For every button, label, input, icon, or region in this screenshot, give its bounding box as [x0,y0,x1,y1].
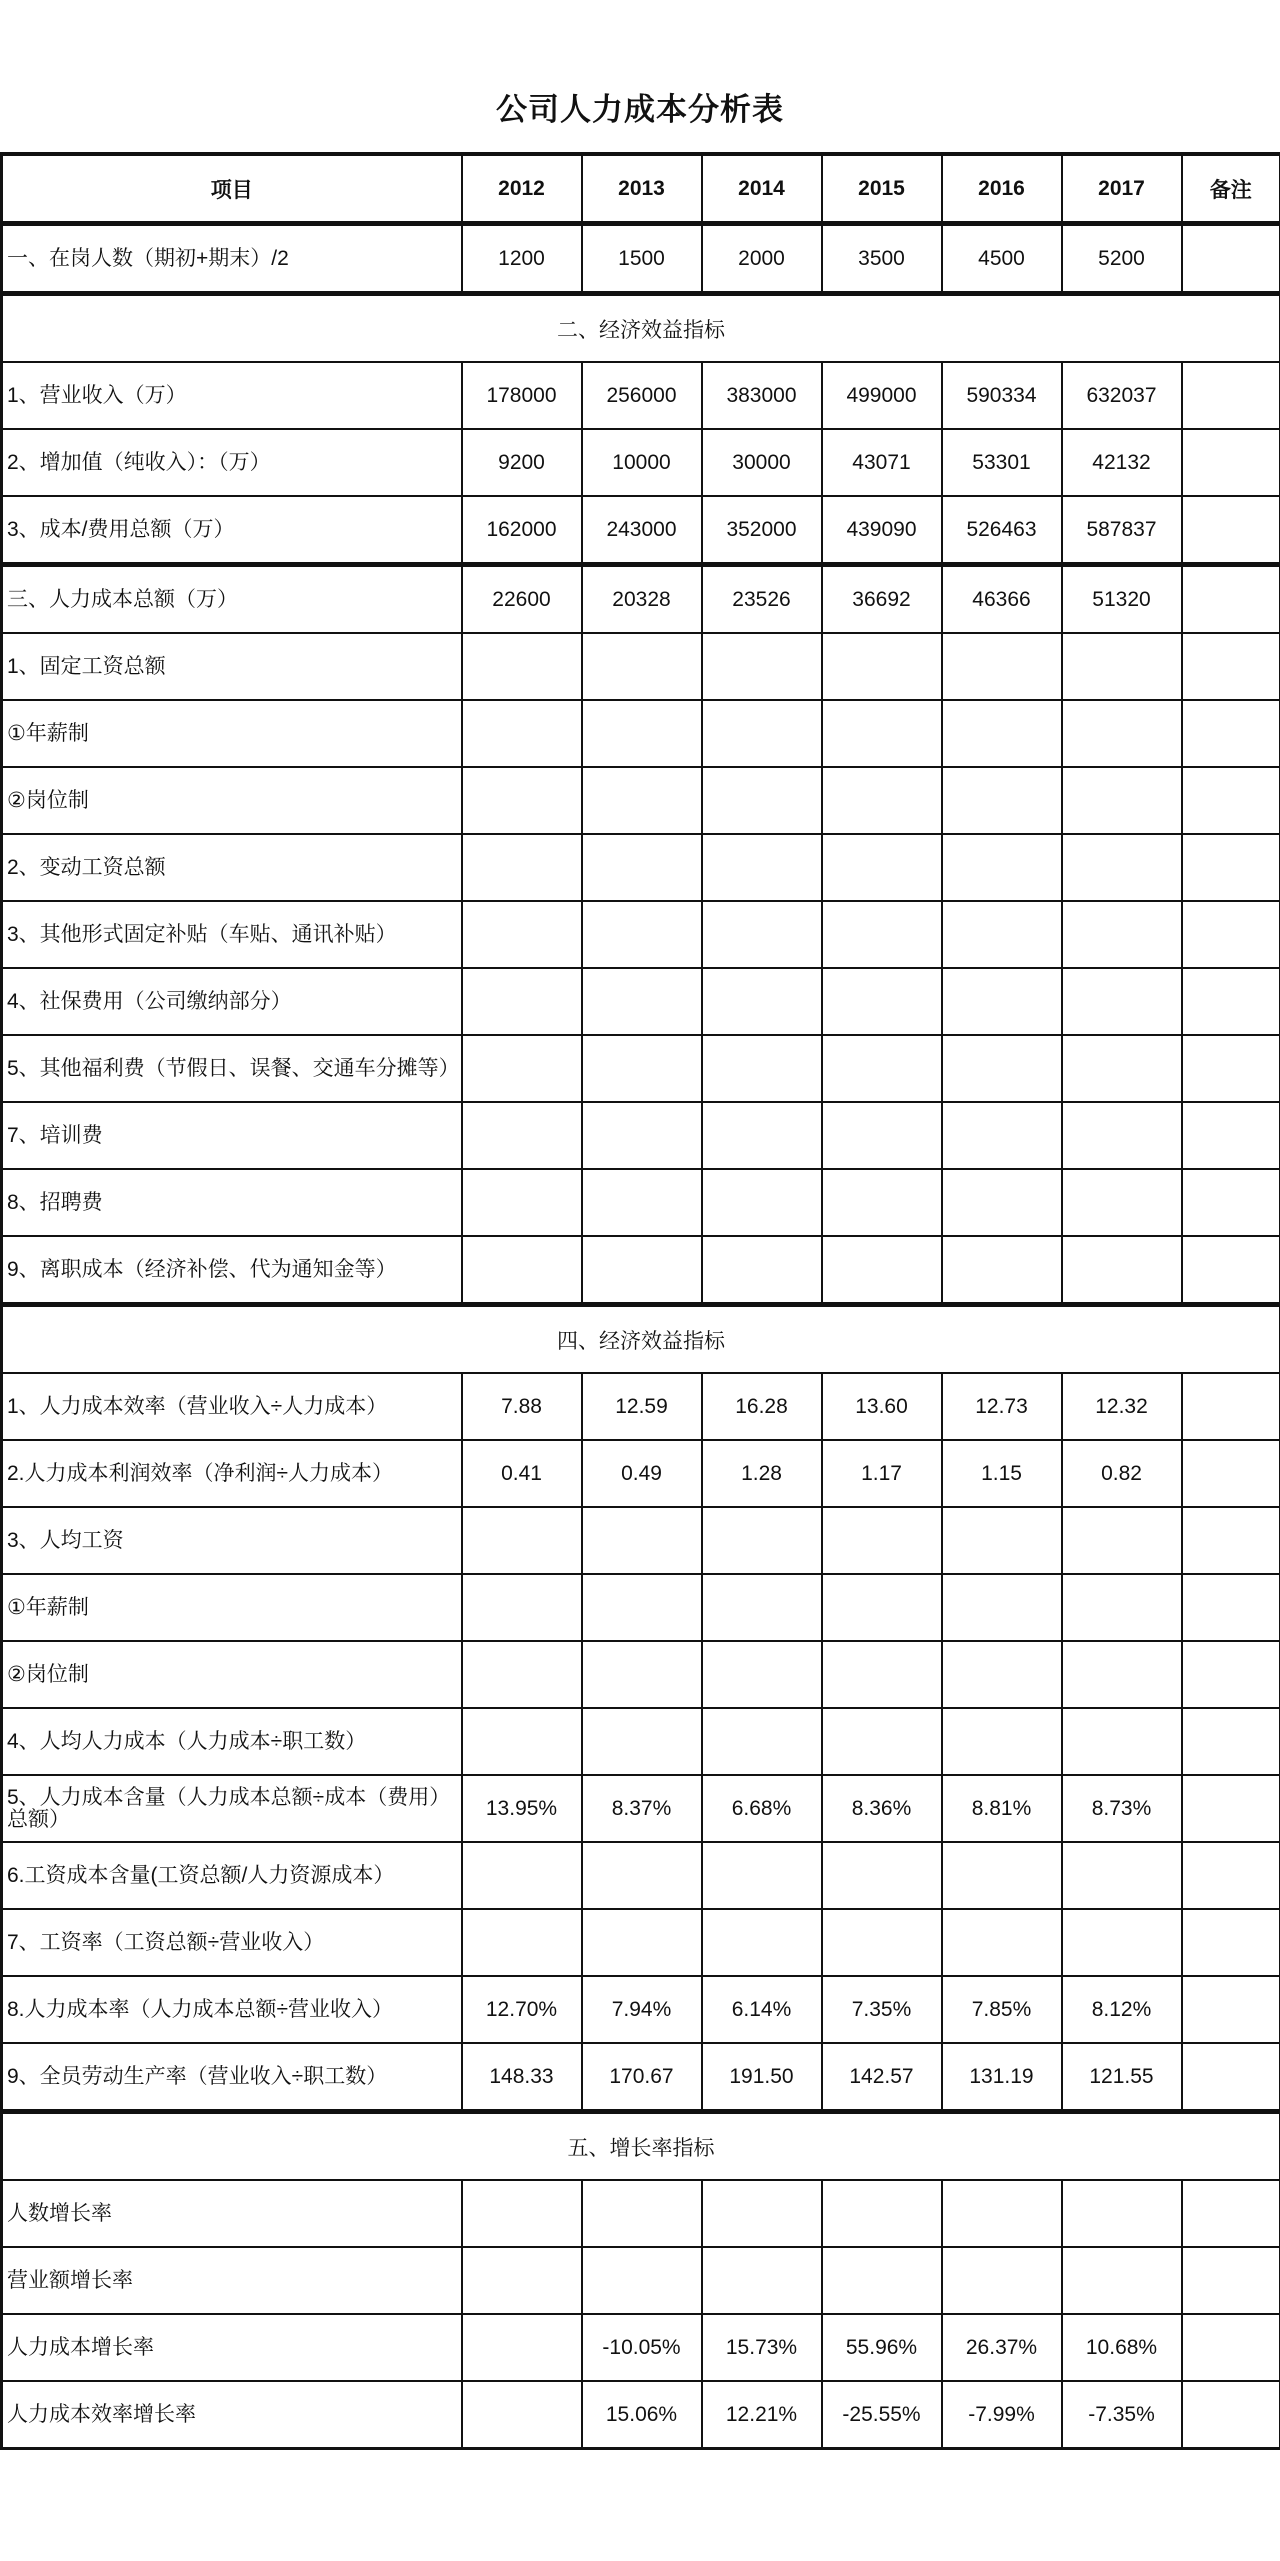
row-label-cell[interactable]: 4、社保费用（公司缴纳部分） [2,968,462,1035]
note-cell[interactable] [1182,1708,1280,1775]
header-year-2016[interactable]: 2016 [942,154,1062,224]
value-cell-2015[interactable] [822,1842,942,1909]
row-label-cell[interactable]: 营业额增长率 [2,2247,462,2314]
value-cell-2012[interactable] [462,2180,582,2247]
value-cell-2012[interactable] [462,834,582,901]
note-cell[interactable] [1182,429,1280,496]
value-cell-2015[interactable] [822,834,942,901]
value-cell-2014[interactable] [702,1641,822,1708]
value-cell-2012[interactable]: 7.88 [462,1373,582,1440]
table-row [2,633,1280,700]
value-cell-2013[interactable]: 256000 [582,362,702,429]
value-cell-2016[interactable] [942,901,1062,968]
table-row [2,496,1280,565]
row-label-cell[interactable]: 8、招聘费 [2,1169,462,1236]
value-cell-2013[interactable] [582,2180,702,2247]
note-cell[interactable] [1182,834,1280,901]
value-cell-2013[interactable] [582,968,702,1035]
value-cell-2017[interactable]: 5200 [1062,224,1182,294]
header-note[interactable]: 备注 [1182,154,1280,224]
note-cell[interactable] [1182,767,1280,834]
value-cell-2014[interactable] [702,1842,822,1909]
header-year-2017[interactable]: 2017 [1062,154,1182,224]
value-cell-2015[interactable] [822,1641,942,1708]
section-heading-row [2,294,1280,363]
section-heading-row [2,1305,1280,1374]
value-cell-2014[interactable] [702,2247,822,2314]
table-row [2,968,1280,1035]
value-cell-2014[interactable] [702,968,822,1035]
value-cell-2015[interactable] [822,1035,942,1102]
value-cell-2016[interactable] [942,1236,1062,1305]
note-cell[interactable] [1182,2314,1280,2381]
value-cell-2016[interactable] [942,1035,1062,1102]
value-cell-2016[interactable] [942,700,1062,767]
value-cell-2016[interactable] [942,1641,1062,1708]
header-row [2,154,1280,224]
row-label-cell[interactable]: 三、人力成本总额（万） [2,565,462,634]
value-cell-2017[interactable]: 12.32 [1062,1373,1182,1440]
value-cell-2012[interactable] [462,1574,582,1641]
value-cell-2013[interactable] [582,1842,702,1909]
note-cell[interactable] [1182,2180,1280,2247]
value-cell-2014[interactable] [702,1035,822,1102]
row-label-cell[interactable]: 2.人力成本利润效率（净利润÷人力成本） [2,1440,462,1507]
value-cell-2015[interactable]: 8.36% [822,1775,942,1842]
value-cell-2013[interactable]: 170.67 [582,2043,702,2112]
table-row [2,1035,1280,1102]
table-row [2,1102,1280,1169]
value-cell-2017[interactable]: 8.73% [1062,1775,1182,1842]
value-cell-2014[interactable] [702,2180,822,2247]
value-cell-2016[interactable] [942,2247,1062,2314]
note-cell[interactable] [1182,1440,1280,1507]
value-cell-2017[interactable] [1062,1102,1182,1169]
header-year-2012[interactable]: 2012 [462,154,582,224]
value-cell-2016[interactable]: 8.81% [942,1775,1062,1842]
value-cell-2015[interactable]: 142.57 [822,2043,942,2112]
row-label-cell[interactable]: 7、工资率（工资总额÷营业收入） [2,1909,462,1976]
value-cell-2016[interactable]: 26.37% [942,2314,1062,2381]
cost-analysis-table [0,152,1280,2450]
row-label-cell[interactable]: ②岗位制 [2,1641,462,1708]
note-cell[interactable] [1182,1102,1280,1169]
note-cell[interactable] [1182,362,1280,429]
value-cell-2016[interactable]: 1.15 [942,1440,1062,1507]
value-cell-2013[interactable]: 0.49 [582,1440,702,1507]
table-row [2,2180,1280,2247]
value-cell-2012[interactable] [462,968,582,1035]
value-cell-2012[interactable] [462,2247,582,2314]
value-cell-2015[interactable] [822,633,942,700]
value-cell-2017[interactable]: 10.68% [1062,2314,1182,2381]
value-cell-2017[interactable]: 0.82 [1062,1440,1182,1507]
note-cell[interactable] [1182,1236,1280,1305]
value-cell-2016[interactable] [942,1507,1062,1574]
row-label-cell[interactable]: 9、全员劳动生产率（营业收入÷职工数） [2,2043,462,2112]
row-label-cell[interactable]: 6.工资成本含量(工资总额/人力资源成本） [2,1842,462,1909]
value-cell-2013[interactable]: 12.59 [582,1373,702,1440]
note-cell[interactable] [1182,968,1280,1035]
value-cell-2012[interactable] [462,1035,582,1102]
value-cell-2017[interactable] [1062,1507,1182,1574]
value-cell-2016[interactable] [942,2180,1062,2247]
value-cell-2014[interactable]: 352000 [702,496,822,565]
value-cell-2012[interactable]: 0.41 [462,1440,582,1507]
value-cell-2016[interactable] [942,1842,1062,1909]
table-row [2,429,1280,496]
value-cell-2016[interactable] [942,1102,1062,1169]
value-cell-2016[interactable] [942,1574,1062,1641]
table-row [2,1909,1280,1976]
value-cell-2015[interactable] [822,1169,942,1236]
value-cell-2017[interactable] [1062,1169,1182,1236]
value-cell-2015[interactable]: 499000 [822,362,942,429]
value-cell-2014[interactable] [702,1102,822,1169]
value-cell-2016[interactable]: -7.99% [942,2381,1062,2449]
row-label-cell[interactable]: 8.人力成本率（人力成本总额÷营业收入） [2,1976,462,2043]
header-year-2015[interactable]: 2015 [822,154,942,224]
row-label-cell[interactable]: 人力成本增长率 [2,2314,462,2381]
value-cell-2012[interactable] [462,1236,582,1305]
value-cell-2012[interactable] [462,1507,582,1574]
row-label-cell[interactable]: ①年薪制 [2,1574,462,1641]
value-cell-2017[interactable] [1062,1641,1182,1708]
value-cell-2012[interactable] [462,767,582,834]
value-cell-2017[interactable] [1062,700,1182,767]
document-title: 公司人力成本分析表 [496,92,784,127]
table-row [2,1708,1280,1775]
note-cell[interactable] [1182,1641,1280,1708]
table-row [2,1373,1280,1440]
value-cell-2016[interactable]: 12.73 [942,1373,1062,1440]
value-cell-2012[interactable]: 22600 [462,565,582,634]
row-label-cell[interactable]: 7、培训费 [2,1102,462,1169]
value-cell-2015[interactable] [822,1708,942,1775]
table-row [2,1236,1280,1305]
value-cell-2016[interactable] [942,1909,1062,1976]
value-cell-2017[interactable] [1062,968,1182,1035]
value-cell-2015[interactable] [822,2180,942,2247]
row-label-cell[interactable]: 1、营业收入（万） [2,362,462,429]
value-cell-2013[interactable] [582,1909,702,1976]
value-cell-2014[interactable] [702,901,822,968]
value-cell-2017[interactable] [1062,901,1182,968]
table-row [2,565,1280,634]
row-label-cell[interactable]: ①年薪制 [2,700,462,767]
value-cell-2013[interactable] [582,1169,702,1236]
note-cell[interactable] [1182,1842,1280,1909]
value-cell-2013[interactable]: 7.94% [582,1976,702,2043]
value-cell-2014[interactable]: 16.28 [702,1373,822,1440]
note-cell[interactable] [1182,1169,1280,1236]
value-cell-2013[interactable]: 15.06% [582,2381,702,2449]
table-row [2,2247,1280,2314]
value-cell-2013[interactable] [582,901,702,968]
value-cell-2016[interactable] [942,1169,1062,1236]
value-cell-2014[interactable]: 191.50 [702,2043,822,2112]
note-cell[interactable] [1182,224,1280,294]
value-cell-2015[interactable] [822,2247,942,2314]
value-cell-2013[interactable] [582,1035,702,1102]
value-cell-2017[interactable] [1062,2180,1182,2247]
section-heading[interactable]: 五、增长率指标 [2,2112,1280,2181]
row-label-cell[interactable]: 一、在岗人数（期初+期末）/2 [2,224,462,294]
table-row [2,1842,1280,1909]
row-label-cell[interactable]: 1、人力成本效率（营业收入÷人力成本） [2,1373,462,1440]
value-cell-2015[interactable] [822,968,942,1035]
value-cell-2017[interactable]: 121.55 [1062,2043,1182,2112]
value-cell-2016[interactable]: 590334 [942,362,1062,429]
table-row [2,1775,1280,1842]
table-row [2,1641,1280,1708]
value-cell-2013[interactable]: 1500 [582,224,702,294]
value-cell-2015[interactable] [822,767,942,834]
value-cell-2017[interactable] [1062,2247,1182,2314]
value-cell-2013[interactable] [582,1507,702,1574]
value-cell-2012[interactable] [462,2381,582,2449]
value-cell-2012[interactable] [462,1909,582,1976]
value-cell-2017[interactable]: 51320 [1062,565,1182,634]
section-heading[interactable]: 四、经济效益指标 [2,1305,1280,1374]
note-cell[interactable] [1182,1976,1280,2043]
value-cell-2015[interactable]: 43071 [822,429,942,496]
row-label-cell[interactable]: 3、人均工资 [2,1507,462,1574]
value-cell-2013[interactable]: 243000 [582,496,702,565]
value-cell-2016[interactable]: 4500 [942,224,1062,294]
row-label-cell[interactable]: 2、变动工资总额 [2,834,462,901]
value-cell-2014[interactable] [702,1507,822,1574]
table-row [2,1574,1280,1641]
value-cell-2014[interactable]: 383000 [702,362,822,429]
value-cell-2013[interactable]: 20328 [582,565,702,634]
note-cell[interactable] [1182,496,1280,565]
table-row [2,2381,1280,2449]
value-cell-2014[interactable] [702,1574,822,1641]
value-cell-2015[interactable]: 7.35% [822,1976,942,2043]
value-cell-2015[interactable] [822,1236,942,1305]
value-cell-2014[interactable]: 30000 [702,429,822,496]
value-cell-2017[interactable]: 587837 [1062,496,1182,565]
value-cell-2012[interactable] [462,1708,582,1775]
value-cell-2012[interactable]: 162000 [462,496,582,565]
value-cell-2017[interactable]: 8.12% [1062,1976,1182,2043]
value-cell-2012[interactable] [462,1842,582,1909]
table-row [2,1976,1280,2043]
value-cell-2016[interactable]: 7.85% [942,1976,1062,2043]
value-cell-2013[interactable] [582,1236,702,1305]
value-cell-2014[interactable]: 1.28 [702,1440,822,1507]
value-cell-2015[interactable]: 36692 [822,565,942,634]
note-cell[interactable] [1182,1507,1280,1574]
row-label-cell[interactable]: 5、其他福利费（节假日、误餐、交通车分摊等） [2,1035,462,1102]
value-cell-2012[interactable] [462,1641,582,1708]
value-cell-2017[interactable] [1062,1842,1182,1909]
value-cell-2012[interactable] [462,2314,582,2381]
note-cell[interactable] [1182,700,1280,767]
value-cell-2015[interactable] [822,1909,942,1976]
table-row [2,700,1280,767]
value-cell-2012[interactable] [462,1169,582,1236]
value-cell-2016[interactable] [942,834,1062,901]
value-cell-2015[interactable]: 439090 [822,496,942,565]
value-cell-2014[interactable]: 2000 [702,224,822,294]
note-cell[interactable] [1182,901,1280,968]
value-cell-2017[interactable]: 632037 [1062,362,1182,429]
table-row [2,362,1280,429]
table-row [2,2314,1280,2381]
value-cell-2016[interactable]: 53301 [942,429,1062,496]
value-cell-2013[interactable] [582,1102,702,1169]
value-cell-2017[interactable] [1062,633,1182,700]
note-cell[interactable] [1182,1909,1280,1976]
value-cell-2014[interactable] [702,633,822,700]
note-cell[interactable] [1182,1035,1280,1102]
note-cell[interactable] [1182,1574,1280,1641]
value-cell-2014[interactable]: 12.21% [702,2381,822,2449]
value-cell-2012[interactable]: 12.70% [462,1976,582,2043]
value-cell-2014[interactable] [702,1169,822,1236]
row-label-cell[interactable]: 5、人力成本含量（人力成本总额÷成本（费用）总额） [2,1775,462,1842]
header-year-2013[interactable]: 2013 [582,154,702,224]
value-cell-2015[interactable]: 3500 [822,224,942,294]
row-label-cell[interactable]: 2、增加值（纯收入）：（万） [2,429,462,496]
note-cell[interactable] [1182,2381,1280,2449]
section-heading-row [2,2112,1280,2181]
value-cell-2014[interactable] [702,1236,822,1305]
value-cell-2012[interactable]: 178000 [462,362,582,429]
value-cell-2015[interactable] [822,1507,942,1574]
value-cell-2013[interactable]: -10.05% [582,2314,702,2381]
row-label-cell[interactable]: 1、固定工资总额 [2,633,462,700]
note-cell[interactable] [1182,1775,1280,1842]
note-cell[interactable] [1182,633,1280,700]
value-cell-2017[interactable]: -7.35% [1062,2381,1182,2449]
value-cell-2016[interactable]: 131.19 [942,2043,1062,2112]
note-cell[interactable] [1182,2043,1280,2112]
value-cell-2015[interactable] [822,700,942,767]
value-cell-2017[interactable]: 42132 [1062,429,1182,496]
row-label-cell[interactable]: 9、离职成本（经济补偿、代为通知金等） [2,1236,462,1305]
value-cell-2013[interactable] [582,633,702,700]
table-row [2,1169,1280,1236]
row-label-cell[interactable]: 3、成本/费用总额（万） [2,496,462,565]
value-cell-2014[interactable] [702,767,822,834]
value-cell-2016[interactable] [942,633,1062,700]
row-label-cell[interactable]: 人力成本效率增长率 [2,2381,462,2449]
note-cell[interactable] [1182,2247,1280,2314]
value-cell-2012[interactable]: 148.33 [462,2043,582,2112]
value-cell-2014[interactable]: 23526 [702,565,822,634]
table-row [2,767,1280,834]
value-cell-2013[interactable] [582,2247,702,2314]
value-cell-2017[interactable] [1062,1236,1182,1305]
table-row [2,2043,1280,2112]
value-cell-2015[interactable]: -25.55% [822,2381,942,2449]
value-cell-2016[interactable] [942,968,1062,1035]
table-row [2,834,1280,901]
value-cell-2017[interactable] [1062,767,1182,834]
value-cell-2012[interactable]: 13.95% [462,1775,582,1842]
value-cell-2017[interactable] [1062,1574,1182,1641]
value-cell-2015[interactable]: 13.60 [822,1373,942,1440]
value-cell-2015[interactable] [822,1574,942,1641]
value-cell-2012[interactable] [462,1102,582,1169]
table-row [2,901,1280,968]
value-cell-2015[interactable] [822,901,942,968]
value-cell-2014[interactable]: 6.68% [702,1775,822,1842]
value-cell-2015[interactable] [822,1102,942,1169]
section-heading[interactable]: 二、经济效益指标 [2,294,1280,363]
value-cell-2012[interactable] [462,633,582,700]
value-cell-2014[interactable] [702,1909,822,1976]
value-cell-2014[interactable]: 15.73% [702,2314,822,2381]
row-label-cell[interactable]: 4、人均人力成本（人力成本÷职工数） [2,1708,462,1775]
value-cell-2013[interactable] [582,834,702,901]
table-row [2,224,1280,294]
header-year-2014[interactable]: 2014 [702,154,822,224]
value-cell-2014[interactable] [702,700,822,767]
note-cell[interactable] [1182,565,1280,634]
table-row [2,1440,1280,1507]
value-cell-2014[interactable] [702,1708,822,1775]
value-cell-2016[interactable]: 526463 [942,496,1062,565]
value-cell-2012[interactable] [462,901,582,968]
value-cell-2013[interactable]: 8.37% [582,1775,702,1842]
value-cell-2017[interactable] [1062,1708,1182,1775]
value-cell-2013[interactable] [582,1708,702,1775]
row-label-cell[interactable]: ②岗位制 [2,767,462,834]
value-cell-2014[interactable] [702,834,822,901]
value-cell-2014[interactable]: 6.14% [702,1976,822,2043]
value-cell-2017[interactable] [1062,834,1182,901]
value-cell-2013[interactable]: 10000 [582,429,702,496]
value-cell-2013[interactable] [582,700,702,767]
value-cell-2017[interactable] [1062,1035,1182,1102]
value-cell-2013[interactable] [582,1641,702,1708]
value-cell-2012[interactable]: 1200 [462,224,582,294]
value-cell-2015[interactable]: 1.17 [822,1440,942,1507]
value-cell-2016[interactable]: 46366 [942,565,1062,634]
value-cell-2013[interactable] [582,1574,702,1641]
value-cell-2012[interactable]: 9200 [462,429,582,496]
note-cell[interactable] [1182,1373,1280,1440]
row-label-cell[interactable]: 人数增长率 [2,2180,462,2247]
table-row [2,1507,1280,1574]
value-cell-2017[interactable] [1062,1909,1182,1976]
table-body [2,224,1280,2449]
value-cell-2016[interactable] [942,767,1062,834]
value-cell-2015[interactable]: 55.96% [822,2314,942,2381]
header-item[interactable]: 项目 [2,154,462,224]
row-label-cell[interactable]: 3、其他形式固定补贴（车贴、通讯补贴） [2,901,462,968]
value-cell-2013[interactable] [582,767,702,834]
value-cell-2016[interactable] [942,1708,1062,1775]
value-cell-2012[interactable] [462,700,582,767]
